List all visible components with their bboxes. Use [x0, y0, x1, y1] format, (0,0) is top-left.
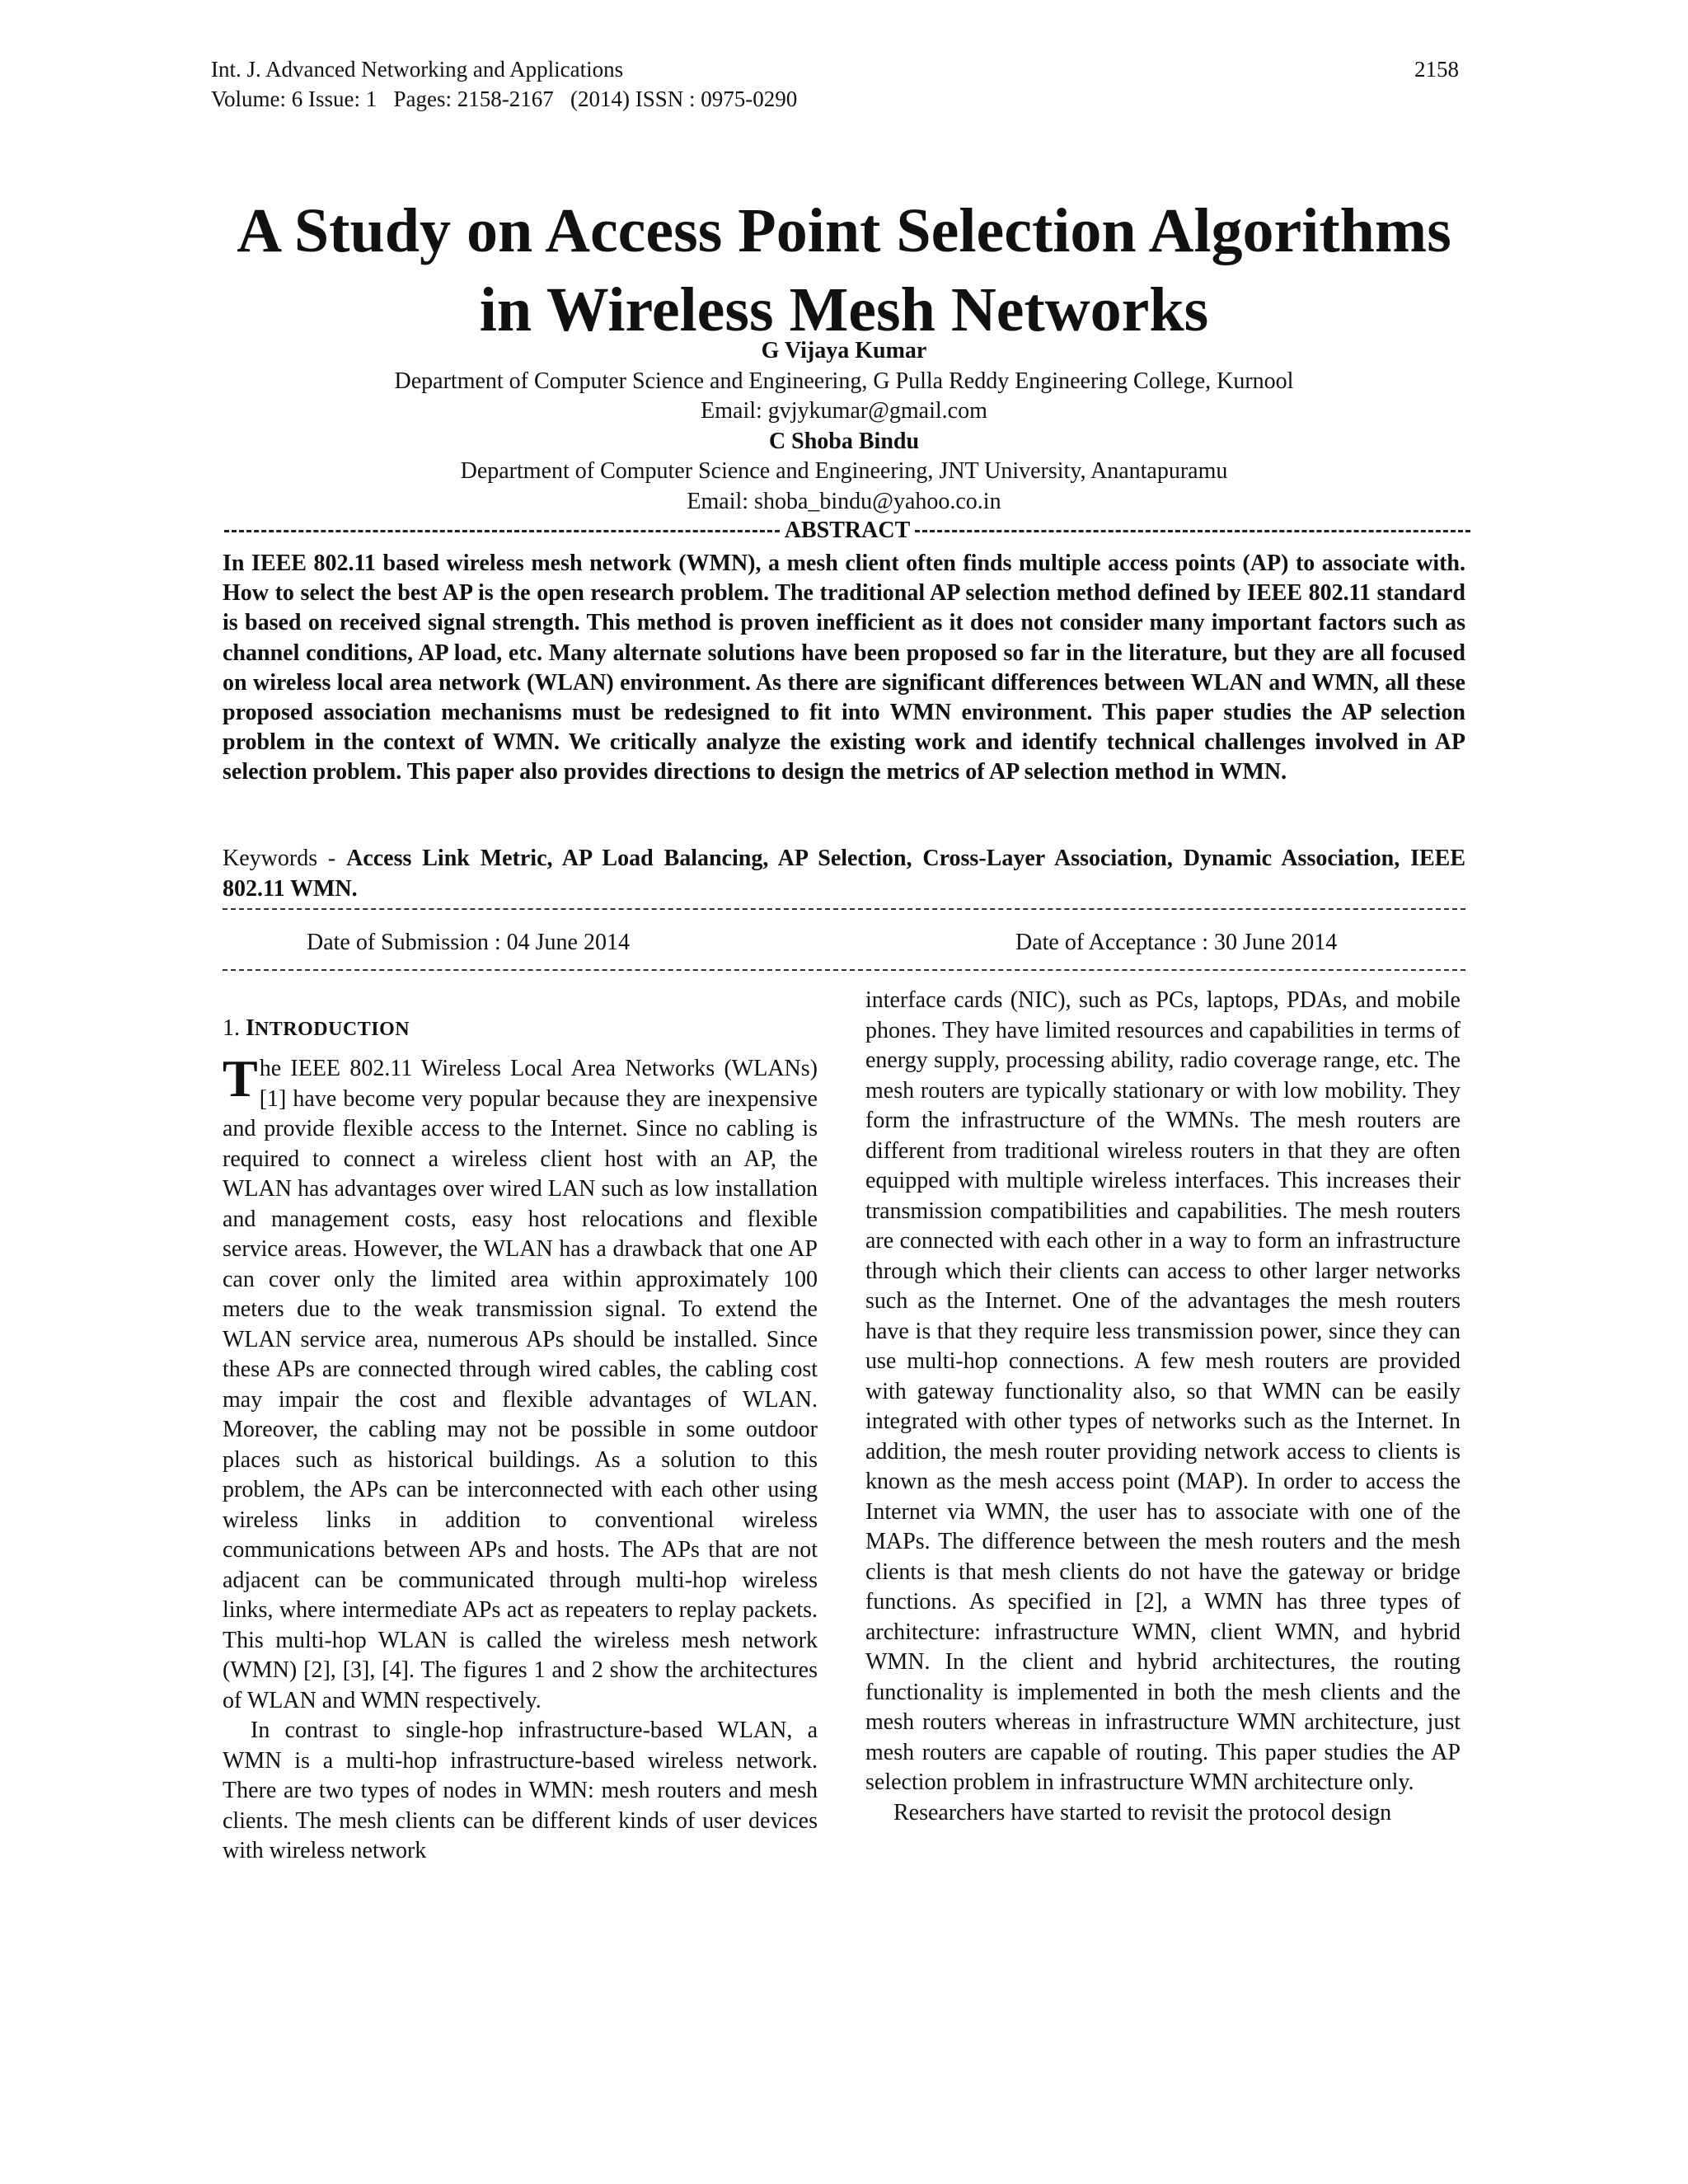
right-column [865, 986, 1461, 1828]
section-heading [223, 1014, 818, 1044]
heading-initial: I [246, 1015, 255, 1041]
drop-cap: T [223, 1049, 258, 1108]
author-block [165, 336, 1523, 517]
right-paragraph-2: Researchers have started to revisit the protocol design [893, 1799, 1392, 1825]
author-affiliation: Department of Computer Science and Engineering, JNT University, Anantapuramu [460, 458, 1228, 484]
right-paragraph-1: interface cards (NIC), such as PCs, laptops, PDAs, and mobile phones. They have limited resources and capabilities in terms of energy supply, processing ability, radio coverage range, etc. The mesh routers are typically stationary or with low mobility. They form the infrastructure of the WMNs. The mesh routers are different from traditional wireless routers in that they are often equipped with multiple wireless interfaces. This increases their transmission compatibilities and capabilities. The mesh routers are connected with each other in a way to form an infrastructure through which their clients can access to other larger networks such as the Internet. One of the advantages the mesh routers have is that they require less transmission power, since they can use multi-hop connections. A few mesh routers are provided with gateway functionality also, so that WMN can be easily integrated with other types of networks such as the Internet. In addition, the mesh router providing network access to clients is known as the mesh access point (MAP). In order to access the Internet via WMN, the user has to associate with one of the MAPs. The difference between the mesh routers and the mesh clients is that mesh clients do not have the gateway or bridge functions. As specified in [2], a WMN has three types of architecture: infrastructure WMN, client WMN, and hybrid WMN. In the client and hybrid architectures, the routing functionality is implemented in both the mesh clients and the mesh routers whereas in infrastructure WMN architecture, just mesh routers are capable of routing. This paper studies the AP selection problem in infrastructure WMN architecture only. [865, 987, 1461, 1795]
running-header [211, 54, 797, 114]
section-number: 1. [223, 1015, 240, 1041]
author-name: G Vijaya Kumar [761, 338, 927, 363]
keywords-list: Access Link Metric, AP Load Balancing, AP Selection, Cross-Layer Association, Dynamic Association, IEEE 802.11 WMN. [223, 846, 1466, 902]
title-line-2: in Wireless Mesh Networks [479, 275, 1209, 344]
abstract-text: In IEEE 802.11 based wireless mesh network (WMN), a mesh client often finds multiple access points (AP) to associate with. How to select the best AP is the open research problem. The traditional AP selection method defined by IEEE 802.11 standard is based on received signal strength. This method is proven inefficient as it does not consider many important factors such as channel conditions, AP load, etc. Many alternate solutions have been proposed so far in the literature, but they are all focused on wireless local area network (WLAN) environment. As there are significant differences between WLAN and WMN, all these proposed association mechanisms must be redesigned to fit into WMN environment. This paper studies the AP selection problem in the context of WMN. We critically analyze the existing work and identify technical challenges involved in AP selection problem. This paper also provides directions to design the metrics of AP selection method in WMN. [223, 551, 1465, 785]
author-email: Email: shoba_bindu@yahoo.co.in [687, 488, 1001, 514]
keywords-label: Keywords - [223, 846, 347, 871]
journal-name: Int. J. Advanced Networking and Applications [211, 57, 624, 82]
paper-title [132, 191, 1556, 349]
acceptance-date: Date of Acceptance : 30 June 2014 [1015, 930, 1338, 955]
author-email: Email: gvjykumar@gmail.com [701, 398, 987, 424]
author-name: C Shoba Bindu [768, 428, 920, 454]
abstract-divider [224, 516, 1470, 546]
heading-rest: NTRODUCTION [254, 1019, 410, 1040]
intro-paragraph [223, 1049, 818, 1716]
submission-date: Date of Submission : 04 June 2014 [307, 930, 630, 955]
intro-paragraph-text: he IEEE 802.11 Wireless Local Area Networks (WLANs) [1] have become very popular because they are inexpensive and provide flexible access to the Internet. Since no cabling is required to connect a wireless client host with an AP, the WLAN has advantages over wired LAN such as low installation and management costs, easy host relocations and flexible service areas. However, the WLAN has a drawback that one AP can cover only the limited area within approximately 100 meters due to the weak transmission signal. To extend the WLAN service area, numerous APs should be installed. Since these APs are connected through wired cables, the cabling cost may impair the cost and flexible advantages of WLAN. Moreover, the cabling may not be possible in some outdoor places such as historical buildings. As a solution to this problem, the APs can be interconnected with each other using wireless links in addition to conventional wireless communications between APs and hosts. The APs that are not adjacent can be communicated through multi-hop wireless links, where intermediate APs act as repeaters to replay packets. This multi-hop WLAN is called the wireless mesh network (WMN) [2], [3], [4]. The figures 1 and 2 show the architectures of WLAN and WMN respectively. [223, 1056, 818, 1713]
keywords [223, 844, 1465, 904]
volume-info: Volume: 6 Issue: 1 Pages: 2158-2167 (2014) ISSN : 0975-0290 [211, 87, 798, 111]
page-number: 2158 [1414, 57, 1459, 82]
section-rule [223, 969, 1465, 971]
section-rule [223, 908, 1465, 910]
intro-paragraph-2: In contrast to single-hop infrastructure-based WLAN, a WMN is a multi-hop infrastructure-based wireless network. There are two types of nodes in WMN: mesh routers and mesh clients. The mesh clients can be different kinds of user devices with wireless network [223, 1718, 818, 1863]
author-affiliation: Department of Computer Science and Engineering, G Pulla Reddy Engineering College, Kurnool [394, 368, 1294, 394]
left-column [223, 986, 818, 1867]
abstract-label: ABSTRACT [784, 518, 911, 543]
divider-line [915, 530, 1470, 532]
divider-line [224, 530, 780, 532]
title-line-1: A Study on Access Point Selection Algorithms [237, 196, 1451, 265]
